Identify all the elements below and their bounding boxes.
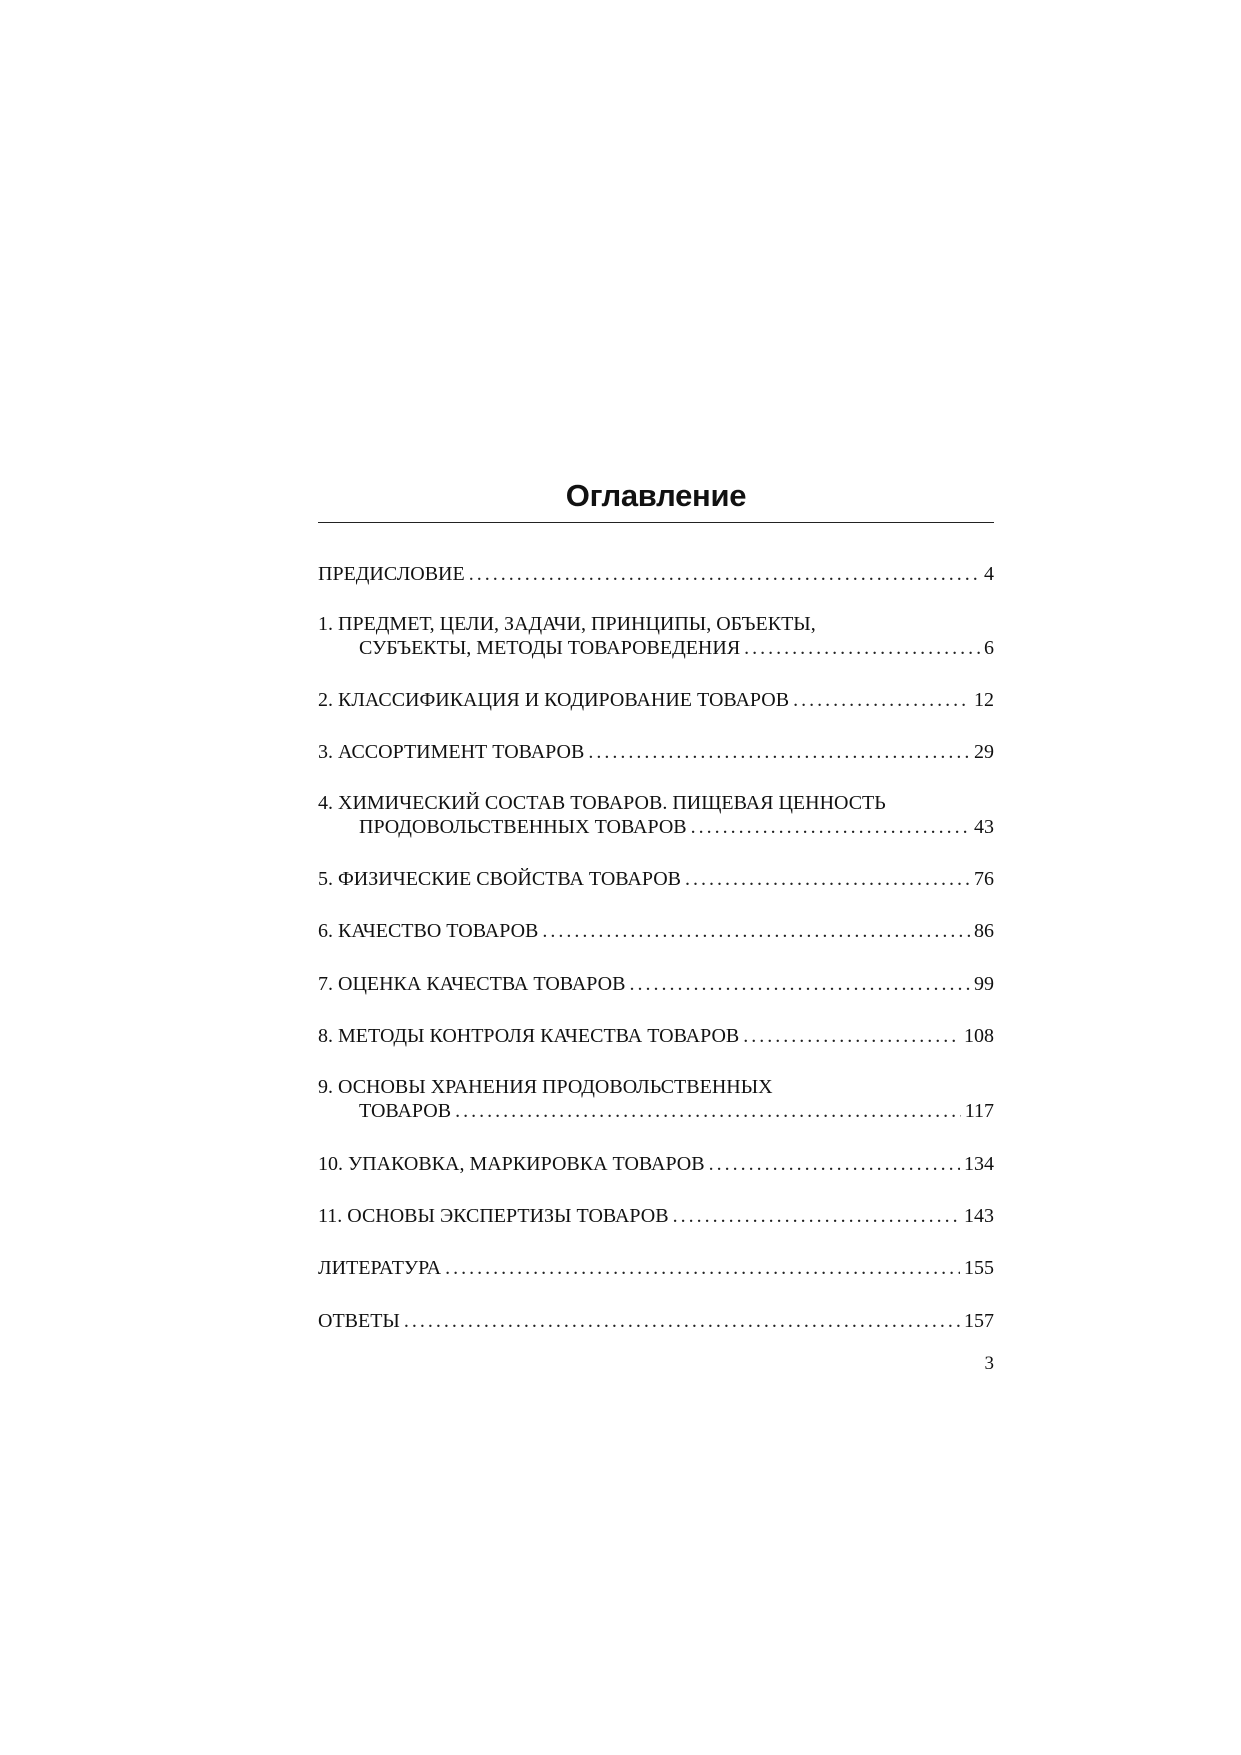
- toc-entry-title: 2. КЛАССИФИКАЦИЯ И КОДИРОВАНИЕ ТОВАРОВ: [318, 689, 790, 711]
- toc-entry-title: 7. ОЦЕНКА КАЧЕСТВА ТОВАРОВ: [318, 973, 626, 995]
- toc-entry-title: 4. ХИМИЧЕСКИЙ СОСТАВ ТОВАРОВ. ПИЩЕВАЯ ЦЕННОСТЬ: [318, 792, 886, 814]
- toc-entry-page: 134: [964, 1153, 994, 1175]
- toc-entry-title: 9. ОСНОВЫ ХРАНЕНИЯ ПРОДОВОЛЬСТВЕННЫХ: [318, 1076, 773, 1098]
- toc-entry-page: 143: [964, 1205, 994, 1227]
- leader-dots: [673, 1204, 960, 1228]
- toc-entry-title: ОТВЕТЫ: [318, 1310, 400, 1332]
- toc-entry[interactable]: [318, 562, 994, 586]
- toc-entry[interactable]: [318, 1256, 994, 1280]
- toc-entry-title-cont: СУБЪЕКТЫ, МЕТОДЫ ТОВАРОВЕДЕНИЯ: [359, 637, 741, 659]
- toc-entry[interactable]: [318, 867, 994, 891]
- leader-dots: [691, 815, 970, 839]
- toc-entry-page: 76: [974, 868, 994, 890]
- leader-dots: [685, 867, 970, 891]
- leader-dots: [469, 562, 980, 586]
- page-title: Оглавление: [565, 478, 747, 513]
- leader-dots: [744, 636, 980, 660]
- title-rule: [318, 522, 994, 523]
- toc-entry[interactable]: [318, 740, 994, 764]
- toc-entry-title: 10. УПАКОВКА, МАРКИРОВКА ТОВАРОВ: [318, 1153, 705, 1175]
- toc-entry[interactable]: [318, 612, 994, 660]
- table-of-contents: [318, 478, 994, 1374]
- leader-dots: [542, 919, 970, 943]
- leader-dots: [455, 1099, 961, 1123]
- toc-entry-page: 12: [974, 689, 994, 711]
- toc-entry[interactable]: [318, 919, 994, 943]
- toc-entry-page: 108: [964, 1025, 994, 1047]
- toc-entry-page: 6: [984, 637, 994, 659]
- toc-entry-title: ЛИТЕРАТУРА: [318, 1257, 442, 1279]
- toc-entry-title: 1. ПРЕДМЕТ, ЦЕЛИ, ЗАДАЧИ, ПРИНЦИПЫ, ОБЪЕКТЫ,: [318, 613, 816, 635]
- leader-dots: [404, 1309, 960, 1333]
- leader-dots: [588, 740, 970, 764]
- toc-entry[interactable]: [318, 791, 994, 839]
- toc-entry-page: 157: [964, 1310, 994, 1332]
- toc-entry[interactable]: [318, 688, 994, 712]
- toc-entry-page: 29: [974, 741, 994, 763]
- toc-entry[interactable]: [318, 1309, 994, 1333]
- toc-entry[interactable]: [318, 1024, 994, 1048]
- toc-entry[interactable]: [318, 1152, 994, 1176]
- toc-entry-title: 3. АССОРТИМЕНТ ТОВАРОВ: [318, 741, 585, 763]
- toc-entry-title-cont: ПРОДОВОЛЬСТВЕННЫХ ТОВАРОВ: [359, 816, 687, 838]
- leader-dots: [743, 1024, 960, 1048]
- toc-entry-title: ПРЕДИСЛОВИЕ: [318, 563, 465, 585]
- page-number: 3: [984, 1353, 994, 1374]
- toc-entry-title-cont: ТОВАРОВ: [359, 1100, 452, 1122]
- leader-dots: [445, 1256, 960, 1280]
- toc-entry-page: 4: [984, 563, 994, 585]
- toc-entry-page: 86: [974, 920, 994, 942]
- toc-entry-page: 117: [964, 1100, 994, 1122]
- leader-dots: [629, 972, 970, 996]
- toc-entry-page: 99: [974, 973, 994, 995]
- leader-dots: [709, 1152, 960, 1176]
- toc-entry-page: 155: [964, 1257, 994, 1279]
- toc-entry-page: 43: [974, 816, 994, 838]
- toc-entry[interactable]: [318, 972, 994, 996]
- toc-entry-title: 11. ОСНОВЫ ЭКСПЕРТИЗЫ ТОВАРОВ: [318, 1205, 669, 1227]
- leader-dots: [793, 688, 970, 712]
- toc-entry-title: 5. ФИЗИЧЕСКИЕ СВОЙСТВА ТОВАРОВ: [318, 868, 681, 890]
- toc-entry-title: 8. МЕТОДЫ КОНТРОЛЯ КАЧЕСТВА ТОВАРОВ: [318, 1025, 740, 1047]
- toc-entry-title: 6. КАЧЕСТВО ТОВАРОВ: [318, 920, 539, 942]
- toc-entry[interactable]: [318, 1075, 994, 1123]
- toc-entry[interactable]: [318, 1204, 994, 1228]
